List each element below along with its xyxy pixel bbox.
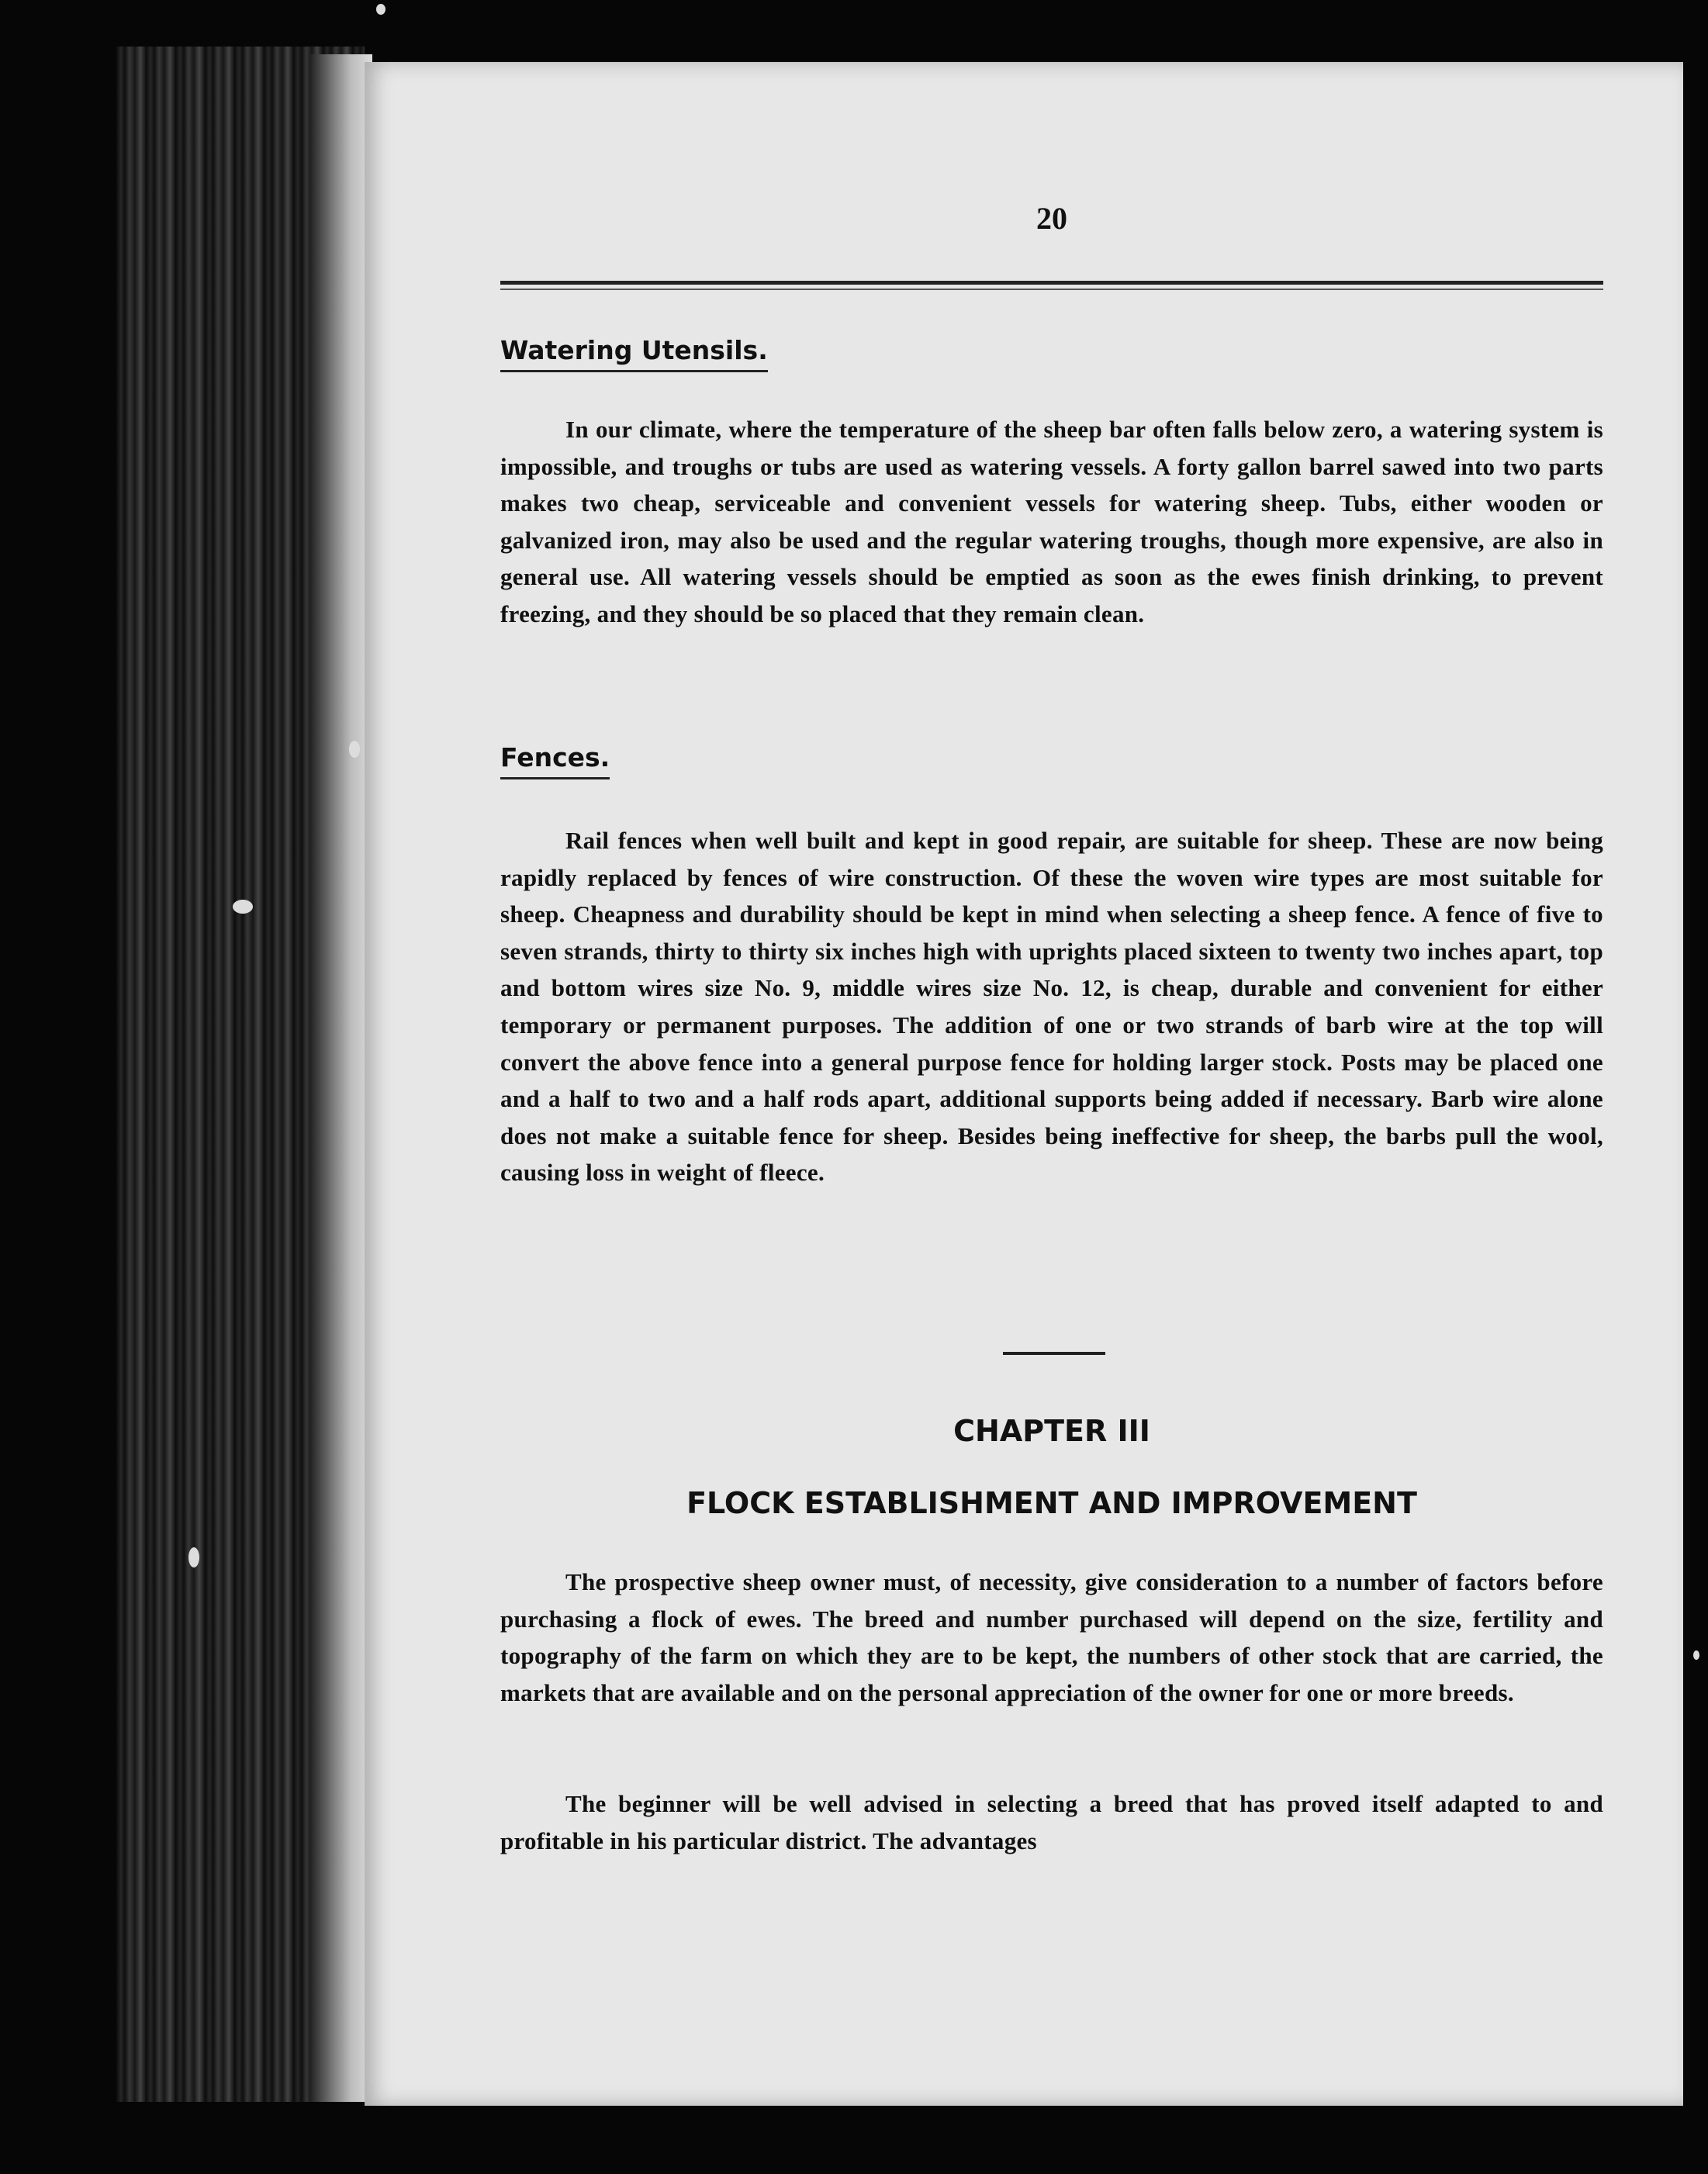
section-paragraph-watering: In our climate, where the temperature of the sheep bar often falls below zero, a watering system is impossible, and troughs or tubs are used as watering vessels. A forty gallon barrel sawed into two parts makes two cheap, serviceable and convenient vessels for watering sheep. Tubs, either wooden or galvanized iron, may also be used and the regular watering troughs, though more expensive, are also in general use. All watering vessels should be emptied as soon as the ewes finish drinking, to prevent freezing, and they should be so placed that they remain clean. bbox=[500, 416, 1603, 627]
chapter-paragraph-1: The prospective sheep owner must, of necessity, give consideration to a number of factors before purchasing a flock of ewes. The breed and number purchased will depend on the size, fertility and topography of the farm on which they are to be kept, the numbers of other stock that are carried, the markets that are available and on the personal appreciation of the owner for one or more breeds. bbox=[500, 1568, 1603, 1706]
chapter-title: FLOCK ESTABLISHMENT AND IMPROVEMENT bbox=[686, 1486, 1417, 1520]
section-heading-fences: Fences. bbox=[500, 742, 610, 779]
chapter-divider bbox=[1003, 1352, 1105, 1355]
chapter-number: CHAPTER III bbox=[953, 1414, 1150, 1448]
chapter-paragraph-2: The beginner will be well advised in selecting a breed that has proved itself adapted to and profitable in his particular district. The advantages bbox=[500, 1790, 1603, 1854]
header-rule-thin bbox=[500, 289, 1603, 290]
header-rule bbox=[500, 281, 1603, 285]
section-paragraph-fences: Rail fences when well built and kept in good repair, are suitable for sheep. These are now being rapidly replaced by fences of wire construction. Of these the woven wire types are most suitable for sheep. Cheapness and durability should be kept in mind when selecting a sheep fence. A fence of five to seven strands, thirty to thirty six inches high with uprights placed sixteen to twenty two inches apart, top and bottom wires size No. 9, middle wires size No. 12, is cheap, durable and convenient for either temporary or permanent purposes. The addition of one or two strands of barb wire at the top will convert the above fence into a general purpose fence for holding larger stock. Posts may be placed one and a half to two and a half rods apart, additional supports being added if necessary. Barb wire alone does not make a suitable fence for sheep. Besides being ineffective for sheep, the barbs pull the wool, causing loss in weight of fleece. bbox=[500, 827, 1603, 1187]
page-gutter bbox=[310, 54, 372, 2102]
section-heading-watering: Watering Utensils. bbox=[500, 335, 768, 372]
page-number: 20 bbox=[1036, 201, 1067, 236]
